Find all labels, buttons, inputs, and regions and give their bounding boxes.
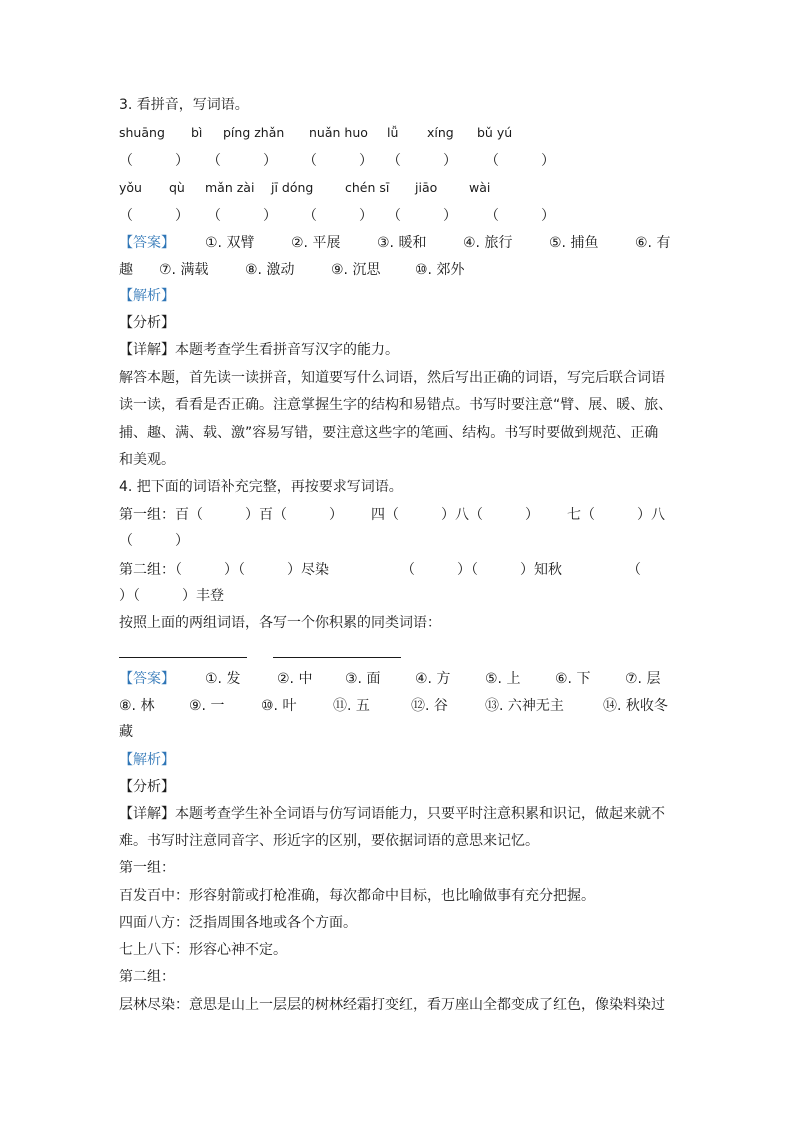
answer-item: ⑧. 林 [119, 698, 155, 714]
body-line: 四面八方：泛指周围各地或各个方面。 [119, 915, 357, 931]
pinyin: bǔ yú [477, 125, 513, 140]
answer-item: ⑪. 五 [333, 698, 370, 714]
detail-line [119, 804, 665, 824]
analysis-label: 【解析】 [119, 752, 175, 768]
answer-item: 趣 [119, 262, 133, 278]
body-line: 七上八下：形容心神不定。 [119, 942, 287, 958]
q4-group2-line-1 [119, 559, 679, 579]
body-line: 解答本题，首先读一读拼音，知道要写什么词语，然后写出正确的词语，写完后联合词语 [119, 370, 665, 386]
pinyin: lǚ [387, 125, 399, 140]
body-line: 读一读，看看是否正确。注意掌握生字的结构和易错点。书写时要注意“臂、展、暖、旅、 [119, 397, 673, 413]
answer-item: ③. 暖和 [377, 235, 427, 251]
answer-item: ⑩. 叶 [261, 698, 297, 714]
pinyin: chén sī [345, 180, 390, 195]
q4-instruction: 按照上面的两组词语，各写一个你积累的同类词语： [119, 615, 441, 631]
answer-item: ⑨. 沉思 [331, 262, 381, 278]
detail-label: 【详解】 [119, 342, 175, 358]
body-line: 和美观。 [119, 452, 175, 468]
pinyin: wài [469, 180, 491, 195]
group1-part: 七（ ）八 [567, 507, 665, 523]
q3-pinyin-row-2 [119, 180, 679, 200]
answer-item: ⑩. 郊外 [415, 262, 465, 278]
group1-part: 四（ ）八（ ） [371, 507, 539, 523]
pinyin: shuāng [119, 125, 165, 140]
q4-answer-line-2 [119, 695, 679, 715]
q3-parens-row-1 [119, 150, 679, 170]
answer-item: ⑭. 秋收冬 [603, 698, 668, 714]
answer-blank: （ ） [485, 153, 555, 169]
q4-title: 4. 把下面的词语补充完整，再按要求写词语。 [119, 479, 403, 495]
answer-item: ⑤. 上 [485, 671, 521, 687]
pinyin: jiāo [415, 180, 438, 195]
fenxi-label: 【分析】 [119, 779, 175, 795]
detail-label: 【详解】 [119, 806, 175, 822]
pinyin: mǎn zài [205, 180, 255, 195]
answer-blank: （ ） [387, 208, 457, 224]
answer-item: ⑨. 一 [189, 698, 225, 714]
answer-item: ⑧. 激动 [245, 262, 295, 278]
detail-text: 本题考查学生补全词语与仿写词语能力，只要平时注意积累和识记，做起来就不 [175, 806, 665, 822]
answer-blank: （ ） [207, 153, 277, 169]
answer-item: ②. 平展 [291, 235, 341, 251]
answer-label: 【答案】 [119, 235, 175, 251]
pinyin: bì [191, 125, 203, 140]
body-line: 层林尽染：意思是山上一层层的树林经霜打变红，看万座山全都变成了红色，像染料染过 [119, 997, 665, 1013]
q4-group2-line-2: ）（ ）丰登 [119, 588, 224, 604]
detail-line [119, 340, 399, 360]
answer-blank: （ ） [119, 153, 189, 169]
body-line: 第二组： [119, 969, 175, 985]
answer-blank: （ ） [485, 208, 555, 224]
answer-item: ⑦. 层 [625, 671, 661, 687]
answer-item: ④. 旅行 [463, 235, 513, 251]
pinyin: píng zhǎn [223, 125, 285, 140]
answer-item: ④. 方 [415, 671, 451, 687]
pinyin: nuǎn huo [309, 125, 368, 140]
analysis-label: 【解析】 [119, 288, 175, 304]
answer-item: ⑫. 谷 [411, 698, 448, 714]
detail-text: 本题考查学生看拼音写汉字的能力。 [175, 342, 399, 358]
answer-blank: （ ） [207, 208, 277, 224]
body-line: 难。书写时注意同音字、形近字的区别，要依据词语的意思来记忆。 [119, 833, 539, 849]
answer-item: ⑥. 下 [555, 671, 591, 687]
answer-item: ⑥. 有 [635, 235, 671, 251]
answer-blank: （ ） [119, 208, 189, 224]
q3-answer-line-2 [119, 259, 679, 279]
group1-part: 第一组：百（ ）百（ ） [119, 507, 343, 523]
pinyin: xíng [427, 125, 454, 140]
group2-part: 第二组：（ ）（ ）尽染 [119, 562, 329, 578]
pinyin: qù [169, 180, 185, 195]
answer-blank: （ ） [303, 208, 373, 224]
pinyin: yǒu [119, 180, 142, 195]
answer-item: ⑬. 六神无主 [485, 698, 564, 714]
answer-blank: （ ） [387, 153, 457, 169]
q4-answer-line-3: 藏 [119, 724, 133, 740]
answer-underline-2 [273, 657, 401, 658]
fenxi-label: 【分析】 [119, 315, 175, 331]
answer-item: ③. 面 [345, 671, 381, 687]
q3-parens-row-2 [119, 205, 679, 225]
answer-item: ②. 中 [277, 671, 313, 687]
q4-group1-line-1 [119, 504, 679, 524]
pinyin: jī dóng [271, 180, 314, 195]
q3-answer-line-1 [119, 232, 679, 252]
q3-title: 3. 看拼音，写词语。 [119, 97, 249, 113]
q4-group1-line-2: （ ） [119, 533, 189, 549]
q3-pinyin-row-1 [119, 125, 679, 145]
body-line: 百发百中：形容射箭或打枪准确，每次都命中目标，也比喻做事有充分把握。 [119, 888, 595, 904]
answer-underline-1 [119, 657, 247, 658]
answer-blank: （ ） [303, 153, 373, 169]
group2-part: （ ）（ ）知秋 [401, 562, 562, 578]
answer-item: ⑦. 满载 [159, 262, 209, 278]
q4-answer-line-1 [119, 668, 679, 688]
answer-item: ⑤. 捕鱼 [549, 235, 599, 251]
answer-label: 【答案】 [119, 671, 175, 687]
group2-part: （ [627, 562, 641, 578]
answer-item: ①. 发 [205, 671, 241, 687]
answer-item: ①. 双臂 [205, 235, 255, 251]
body-line: 第一组： [119, 860, 175, 876]
body-line: 捕、趣、满、载、激”容易写错，要注意这些字的笔画、结构。书写时要做到规范、正确 [119, 425, 659, 441]
